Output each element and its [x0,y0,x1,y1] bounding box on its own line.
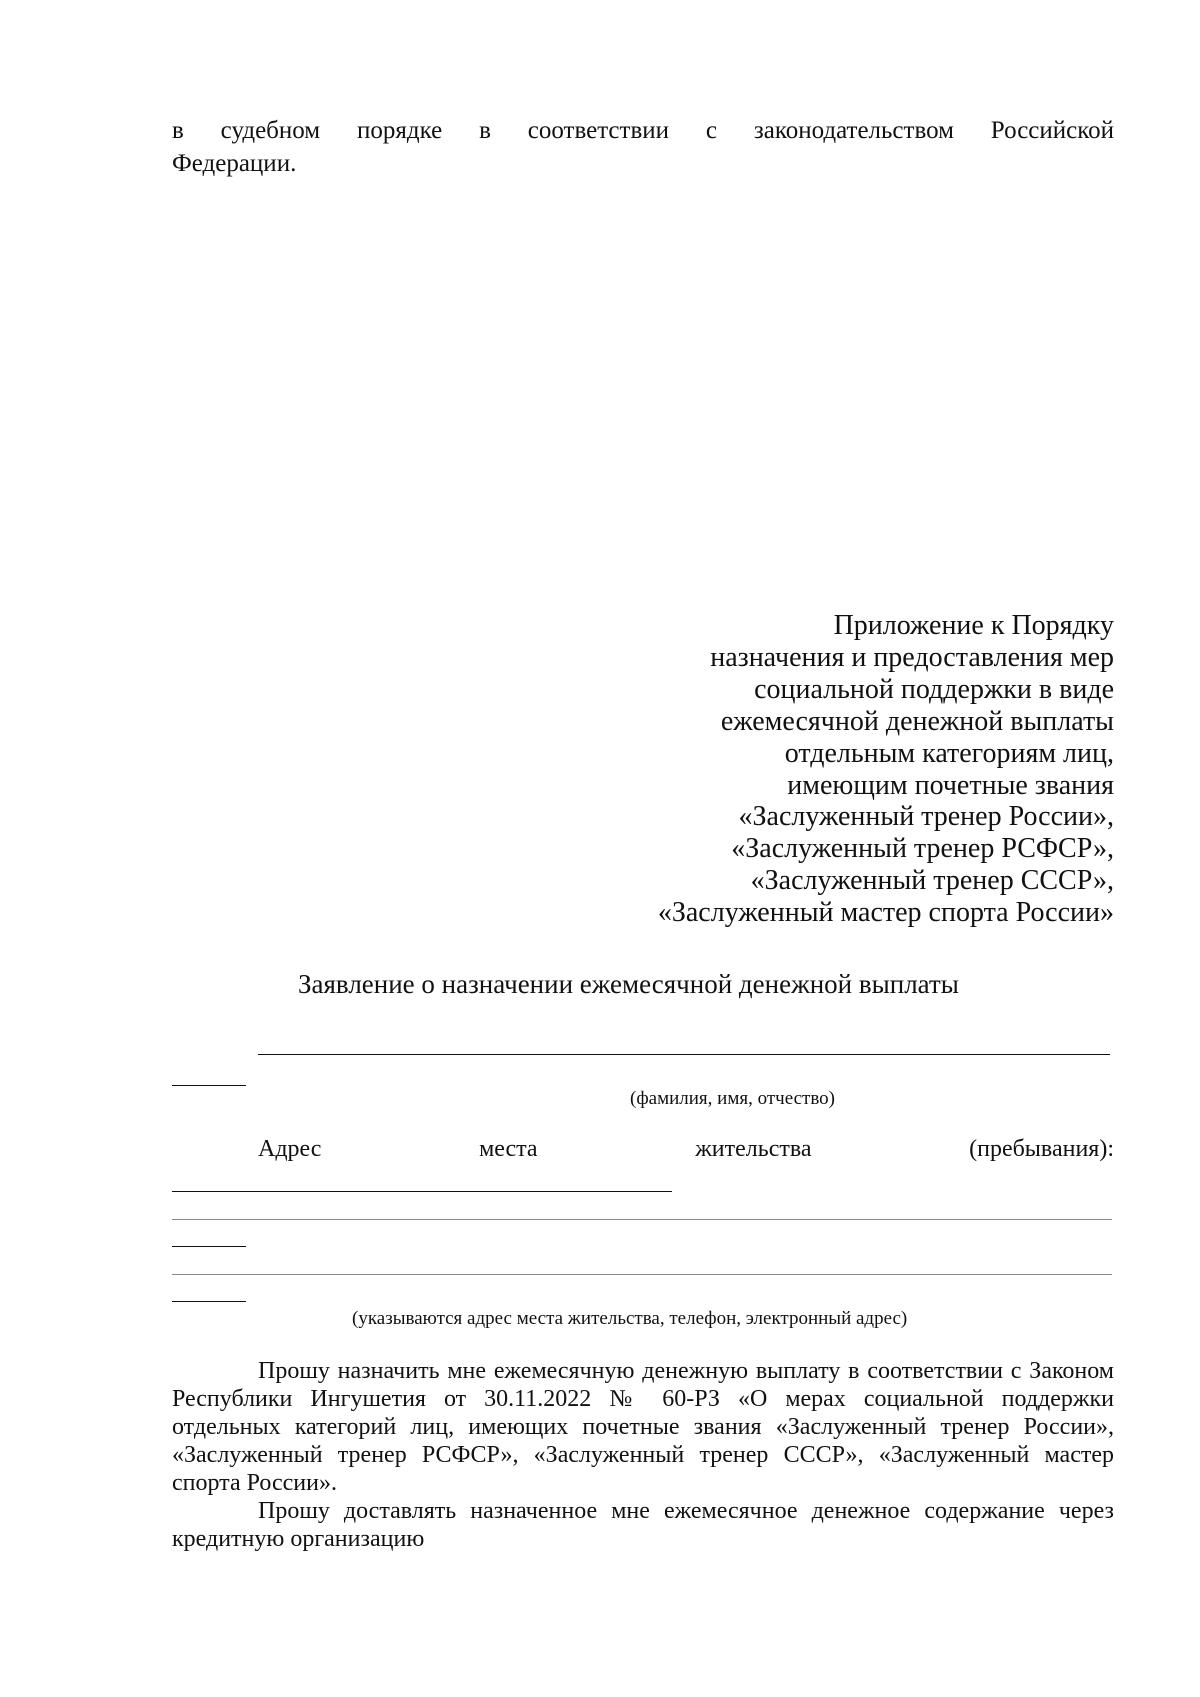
appendix-line: ежемесячной денежной выплаты [720,705,1114,737]
address-label-word: Адрес [258,1136,322,1162]
request-paragraph-line: отдельных категорий лиц, имеющих почетные звания «Заслуженный тренер России», [172,1414,1114,1440]
address-blank-line [172,1219,1112,1220]
appendix-line: назначения и предоставления мер [710,641,1114,673]
appendix-header [494,610,1114,929]
delivery-paragraph [172,1497,1114,1553]
fio-blank-stub [172,1085,246,1086]
appendix-line: «Заслуженный тренер СССР», [750,865,1114,897]
request-paragraph-line: спорта России». [172,1470,337,1496]
request-paragraph [172,1357,1114,1497]
appendix-line: социальной поддержки в виде [754,673,1114,705]
address-label-word: места [479,1136,538,1162]
request-paragraph-line: Прошу назначить мне ежемесячную денежную выплату в соответствии с Законом [258,1358,1114,1384]
address-label-word: жительства [695,1136,812,1162]
appendix-line: Приложение к Порядку [833,610,1114,641]
top-paragraph-line: в судебном порядке в соответствии с законодательством Российской [172,117,1114,144]
appendix-line: имеющим почетные звания [787,769,1114,801]
fio-blank-line [258,1054,1110,1055]
address-label [258,1135,1114,1163]
delivery-paragraph-line: кредитную организацию [172,1526,425,1552]
delivery-paragraph-line: Прошу доставлять назначенное мне ежемесячное денежное содержание через [258,1498,1114,1524]
top-paragraph-line: Федерации. [172,150,297,177]
appendix-line: «Заслуженный тренер России», [738,801,1114,833]
address-blank-stub [172,1301,246,1302]
address-caption: (указываются адрес места жительства, телефон, электронный адрес) [352,1308,908,1329]
address-blank-line [172,1274,1112,1275]
address-blank-line [172,1191,672,1192]
fio-caption: (фамилия, имя, отчество) [630,1088,836,1109]
document-title: Заявление о назначении ежемесячной денежной выплаты [298,969,959,999]
address-label-word: (пребывания): [969,1136,1114,1162]
appendix-line: отдельным категориям лиц, [784,737,1114,769]
appendix-line: «Заслуженный тренер РСФСР», [731,833,1114,865]
appendix-line: «Заслуженный мастер спорта России» [657,897,1114,929]
request-paragraph-line: Республики Ингушетия от 30.11.2022 № 60-РЗ «О мерах социальной поддержки [172,1386,1114,1412]
request-paragraph-line: «Заслуженный тренер РСФСР», «Заслуженный тренер СССР», «Заслуженный мастер [172,1442,1114,1468]
address-blank-stub [172,1246,246,1247]
top-paragraph [172,114,1114,180]
